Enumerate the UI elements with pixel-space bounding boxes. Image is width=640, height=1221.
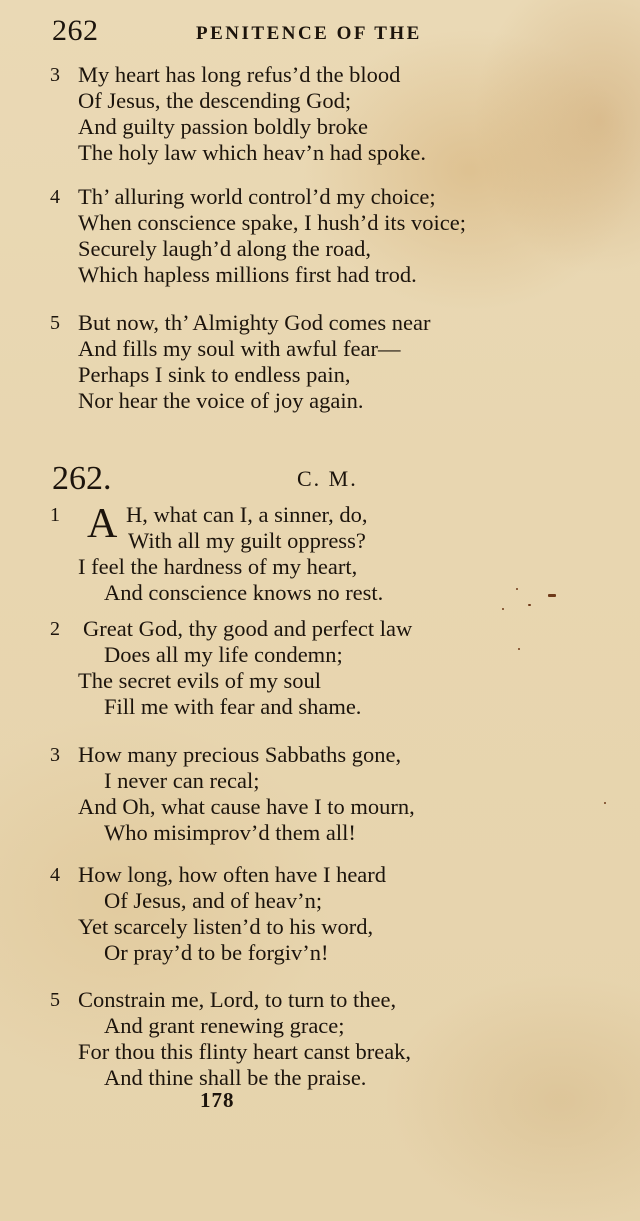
prev-stanza-3 [50, 62, 590, 166]
verse-text: But now, th’ Almighty God comes near [78, 310, 431, 335]
hymn-heading [52, 460, 572, 500]
verse-line [50, 1065, 590, 1091]
hymn-stanza-1 [50, 502, 590, 606]
verse-text: My heart has long refus’d the blood [78, 62, 401, 87]
verse-text: Or pray’d to be forgiv’n! [104, 940, 329, 965]
hymn-number: 262. [52, 460, 112, 497]
running-title: PENITENCE OF THE [196, 23, 422, 44]
verse-text: Securely laugh’d along the road, [78, 236, 372, 261]
verse-text: And conscience knows no rest. [104, 580, 384, 605]
verse-text: How many precious Sabbaths gone, [78, 742, 402, 767]
verse-line [50, 987, 590, 1013]
verse-line [50, 554, 590, 580]
stanza-number: 3 [50, 744, 60, 766]
verse-text: Does all my life condemn; [104, 642, 343, 667]
verse-text: I feel the hardness of my heart, [78, 554, 358, 579]
stanza-number: 1 [50, 504, 60, 526]
verse-line [50, 210, 590, 236]
verse-text: The secret evils of my soul [78, 668, 322, 693]
verse-text: Great God, thy good and perfect law [83, 616, 413, 641]
verse-line [50, 794, 590, 820]
verse-line [50, 262, 590, 288]
verse-line [50, 502, 590, 528]
verse-text: Constrain me, Lord, to turn to thee, [78, 987, 397, 1012]
verse-line [50, 388, 590, 414]
paper-speck [528, 604, 531, 606]
verse-text: And grant renewing grace; [104, 1013, 345, 1038]
verse-line [50, 820, 590, 846]
verse-line [50, 1039, 590, 1065]
verse-line [50, 768, 590, 794]
verse-line [50, 310, 590, 336]
prev-stanza-5 [50, 310, 590, 414]
verse-text: Th’ alluring world control’d my choice; [78, 184, 436, 209]
verse-line [50, 862, 590, 888]
verse-text: And guilty passion boldly broke [78, 114, 368, 139]
verse-line [50, 336, 590, 362]
verse-text: Who misimprov’d them all! [104, 820, 356, 845]
paper-speck [604, 802, 606, 804]
verse-text: With all my guilt oppress? [128, 528, 366, 553]
verse-line [50, 694, 590, 720]
paper-speck [548, 594, 556, 597]
verse-text: Nor hear the voice of joy again. [78, 388, 364, 413]
verse-line [50, 184, 590, 210]
verse-text: I never can recal; [104, 768, 260, 793]
verse-text: And fills my soul with awful fear— [78, 336, 401, 361]
verse-line [50, 742, 590, 768]
verse-line [50, 940, 590, 966]
verse-line [50, 668, 590, 694]
running-header [52, 14, 572, 52]
verse-line [50, 236, 590, 262]
verse-text: H, what can I, a sinner, do, [126, 502, 368, 527]
folio-number: 178 [200, 1088, 235, 1112]
stanza-number: 3 [50, 64, 60, 86]
verse-text: Of Jesus, the descending God; [78, 88, 352, 113]
verse-line [50, 642, 590, 668]
page-number: 262 [52, 14, 99, 47]
verse-text: For thou this flinty heart canst break, [78, 1039, 412, 1064]
verse-line [50, 914, 590, 940]
verse-text: Fill me with fear and shame. [104, 694, 362, 719]
verse-text: And thine shall be the praise. [104, 1065, 367, 1090]
verse-line [50, 528, 590, 554]
verse-text: Perhaps I sink to endless pain, [78, 362, 351, 387]
prev-stanza-4 [50, 184, 590, 288]
verse-line [50, 62, 590, 88]
drop-cap: A [87, 501, 118, 547]
stanza-number: 2 [50, 618, 60, 640]
stanza-number: 4 [50, 864, 60, 886]
verse-line [50, 114, 590, 140]
verse-line [50, 88, 590, 114]
verse-text: Which hapless millions first had trod. [78, 262, 417, 287]
hymn-stanza-4 [50, 862, 590, 966]
verse-text: When conscience spake, I hush’d its voice; [78, 210, 466, 235]
hymn-stanza-3 [50, 742, 590, 846]
verse-text: Yet scarcely listen’d to his word, [78, 914, 374, 939]
verse-text: How long, how often have I heard [78, 862, 387, 887]
hymn-meter: C. M. [297, 466, 358, 491]
verse-line [50, 616, 590, 642]
verse-text: The holy law which heav’n had spoke. [78, 140, 427, 165]
verse-line [50, 362, 590, 388]
stanza-number: 4 [50, 186, 60, 208]
paper-speck [502, 608, 504, 610]
hymn-stanza-2 [50, 616, 590, 720]
paper-speck [516, 588, 518, 590]
verse-line [50, 140, 590, 166]
hymn-stanza-5 [50, 987, 590, 1091]
paper-speck [518, 648, 520, 650]
stanza-number: 5 [50, 312, 60, 334]
verse-text: Of Jesus, and of heav’n; [104, 888, 323, 913]
verse-line [50, 1013, 590, 1039]
verse-line [50, 888, 590, 914]
verse-text: And Oh, what cause have I to mourn, [78, 794, 415, 819]
verse-line [50, 580, 590, 606]
stanza-number: 5 [50, 989, 60, 1011]
